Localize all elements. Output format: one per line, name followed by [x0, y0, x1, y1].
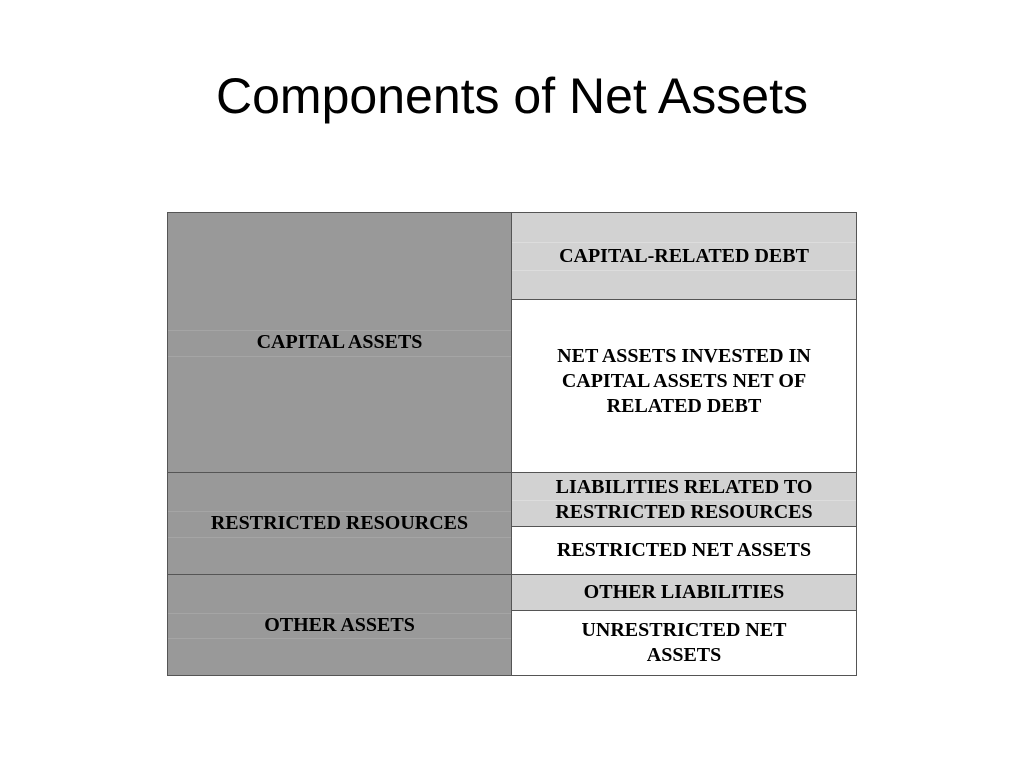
capital-assets-label: CAPITAL ASSETS	[256, 331, 423, 353]
restricted-net-assets-label: RESTRICTED NET ASSETS	[556, 539, 812, 561]
restricted-liabilities-block	[511, 472, 857, 527]
invested-net-assets-label: NET ASSETS INVESTED IN CAPITAL ASSETS NET OF RELATED DEBT	[557, 344, 811, 417]
page-title: Components of Net Assets	[216, 68, 808, 124]
capital-assets-block	[167, 212, 512, 473]
net-assets-diagram	[167, 212, 857, 676]
unrestricted-net-assets-block	[511, 610, 857, 676]
other-liabilities-label: OTHER LIABILITIES	[583, 581, 785, 603]
restricted-resources-block	[167, 472, 512, 575]
other-assets-block	[167, 574, 512, 676]
capital-related-debt-label: CAPITAL-RELATED DEBT	[559, 244, 809, 267]
other-assets-label: OTHER ASSETS	[264, 613, 415, 636]
restricted-resources-label: RESTRICTED RESOURCES	[210, 512, 469, 534]
other-liabilities-block	[511, 574, 857, 611]
unrestricted-net-assets-label: UNRESTRICTED NET ASSETS	[581, 619, 787, 666]
restricted-net-assets-block	[511, 526, 857, 575]
capital-related-debt-block	[511, 212, 857, 300]
restricted-liabilities-label: LIABILITIES RELATED TO RESTRICTED RESOURCES	[555, 475, 813, 523]
invested-net-assets-block	[511, 299, 857, 473]
